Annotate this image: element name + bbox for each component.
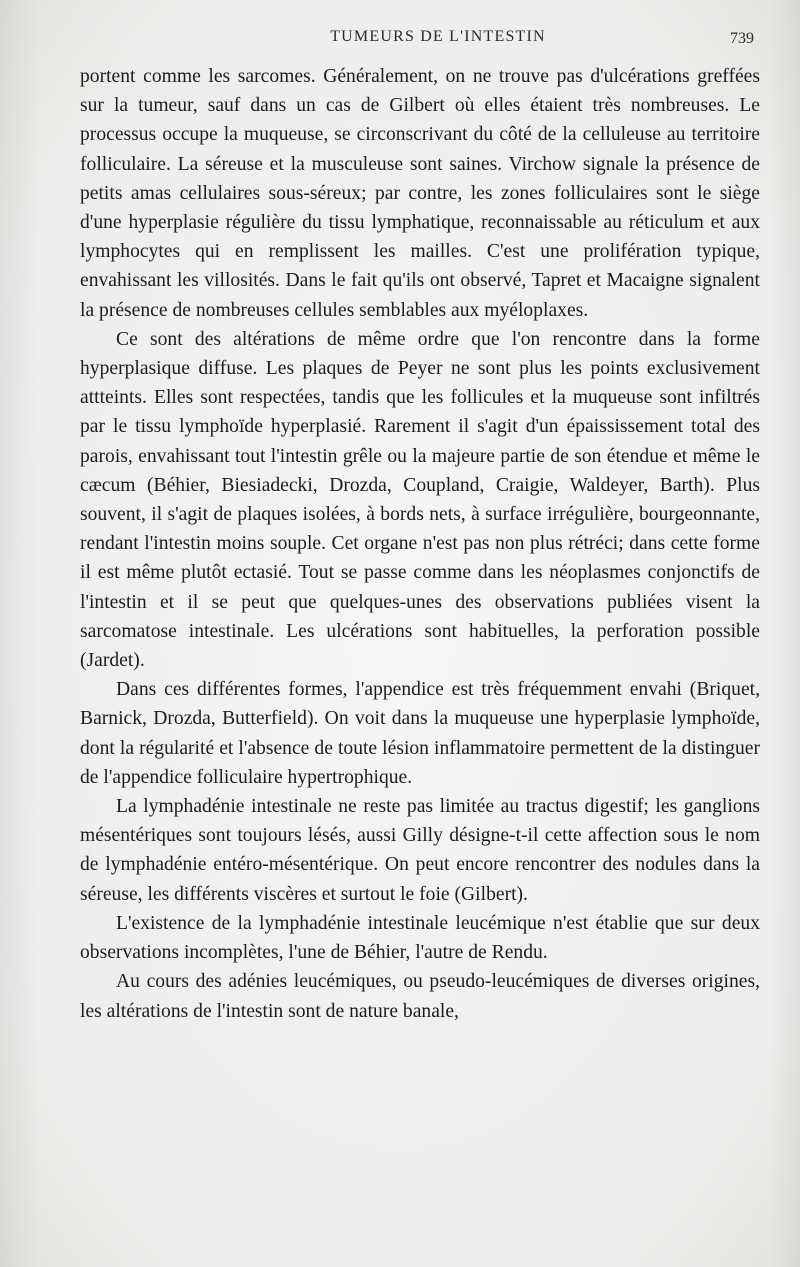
paragraph-2: Ce sont des altérations de même ordre que l'on rencontre dans la forme hyperplasique diffuse. Les plaques de Peyer ne sont plus les points exclusivement attteints. Elles sont respectées, tandis que les follicules et la muqueuse sont infiltrés par le tissu lymphoïde hyperplasié. Rarement il s'agit d'un épaississement total des parois, envahissant tout l'intestin grêle ou la majeure partie de son étendue et même le cæcum (Béhier, Biesiadecki, Drozda, Coupland, Craigie, Waldeyer, Barth). Plus souvent, il s'agit de plaques isolées, à bords nets, à surface irrégulière, bourgeonnante, rendant l'intestin moins souple. Cet organe n'est pas non plus rétréci; dans cette forme il est même plutôt ectasié. Tout se passe comme dans les néoplasmes conjonctifs de l'intestin et il se peut que quelques-unes des observations publiées visent la sarcomatose intestinale. Les ulcérations sont habituelles, la perforation possible (Jardet). [80, 328, 760, 672]
page-gutter-shadow [0, 0, 40, 1267]
page-edge-shadow [770, 0, 800, 1267]
running-title: TUMEURS DE L'INTESTIN [330, 28, 546, 45]
paragraph-1: portent comme les sarcomes. Généralement, on ne trouve pas d'ulcérations greffées sur la tumeur, sauf dans un cas de Gilbert où elles étaient très nombreuses. Le processus occupe la muqueuse, se circonscrivant du côté de la celluleuse au territoire folliculaire. La séreuse et la musculeuse sont saines. Virchow signale la présence de petits amas cellulaires sous-séreux; par contre, les zones folliculaires sont le siège d'une hyperplasie régulière du tissu lymphatique, reconnaissable au réticulum et aux lymphocytes qui en remplissent les mailles. C'est une prolifération typique, envahissant les villosités. Dans le fait qu'ils ont observé, Tapret et Macaigne signalent la présence de nombreuses cellules semblables aux myéloplaxes. [80, 66, 760, 321]
running-head [78, 28, 758, 58]
page-number: 739 [730, 30, 754, 47]
body-text [80, 62, 760, 1026]
paragraph-6: Au cours des adénies leucémiques, ou pseudo-leucémiques de diverses origines, les altérations de l'intestin sont de nature banale, [80, 971, 760, 1022]
paragraph-5: L'existence de la lymphadénie intestinale leucémique n'est établie que sur deux observations incomplètes, l'une de Béhier, l'autre de Rendu. [80, 912, 760, 964]
paragraph-3: Dans ces différentes formes, l'appendice est très fréquemment envahi (Briquet, Barnick, Drozda, Butterfield). On voit dans la muqueuse une hyperplasie lymphoïde, dont la régularité et l'absence de toute lésion inflammatoire permettent de la distinguer de l'appendice folliculaire hypertrophique. [80, 679, 760, 788]
paragraph-4: La lymphadénie intestinale ne reste pas limitée au tractus digestif; les ganglions mésentériques sont toujours lésés, aussi Gilly désigne-t-il cette affection sous le nom de lymphadénie entéro-mésentérique. On peut encore rencontrer des nodules dans la séreuse, les différents viscères et surtout le foie (Gilbert). [80, 796, 760, 905]
